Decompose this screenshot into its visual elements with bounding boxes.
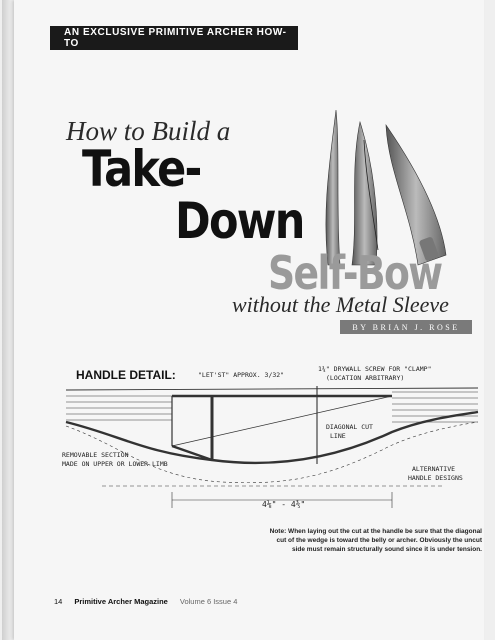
title-line-take: Take- — [82, 140, 201, 198]
page-number: 14 — [54, 597, 63, 606]
bow-limbs-illustration — [300, 100, 480, 270]
subtitle: without the Metal Sleeve — [232, 292, 449, 317]
annotation-removable-2: MADE ON UPPER OR LOWER LIMB — [62, 460, 168, 468]
title-line-selfbow: Self-Bow — [268, 246, 442, 300]
annotation-alt-2: HANDLE DESIGNS — [408, 474, 463, 482]
page-footer — [54, 597, 237, 606]
annotation-diagonal: DIAGONAL CUT — [326, 423, 373, 431]
annotation-dimension: 4⅛" - 4⅗" — [262, 500, 306, 509]
caption-note: Note: When laying out the cut at the handle be sure that the diagonal cut of the wedge is toward the belly or archer. Obviously the uncut side must remain structurally sound since it is under tension. — [269, 528, 482, 553]
page-edge — [2, 0, 12, 640]
annotation-line: LINE — [330, 432, 346, 440]
title-line-down: Down — [175, 192, 304, 250]
section-banner — [50, 26, 298, 50]
diagram-heading: HANDLE DETAIL: — [76, 368, 176, 382]
annotation-screw: 1¾" DRYWALL SCREW FOR "CLAMP" — [318, 365, 432, 373]
annotation-alt-1: ALTERNATIVE — [412, 465, 456, 473]
banner-text: AN EXCLUSIVE PRIMITIVE ARCHER HOW-TO — [64, 27, 287, 49]
magazine-name: Primitive Archer Magazine — [74, 597, 168, 606]
title-kicker: How to Build a — [66, 116, 231, 146]
annotation-location: (LOCATION ARBITRARY) — [326, 374, 405, 382]
issue-info: Volume 6 Issue 4 — [179, 597, 238, 606]
annotation-removable-1: REMOVABLE SECTION — [62, 451, 129, 459]
annotation-letoff: "LET'ST" APPROX. 3/32" — [198, 371, 285, 379]
byline: BY BRIAN J. ROSE — [340, 320, 472, 334]
